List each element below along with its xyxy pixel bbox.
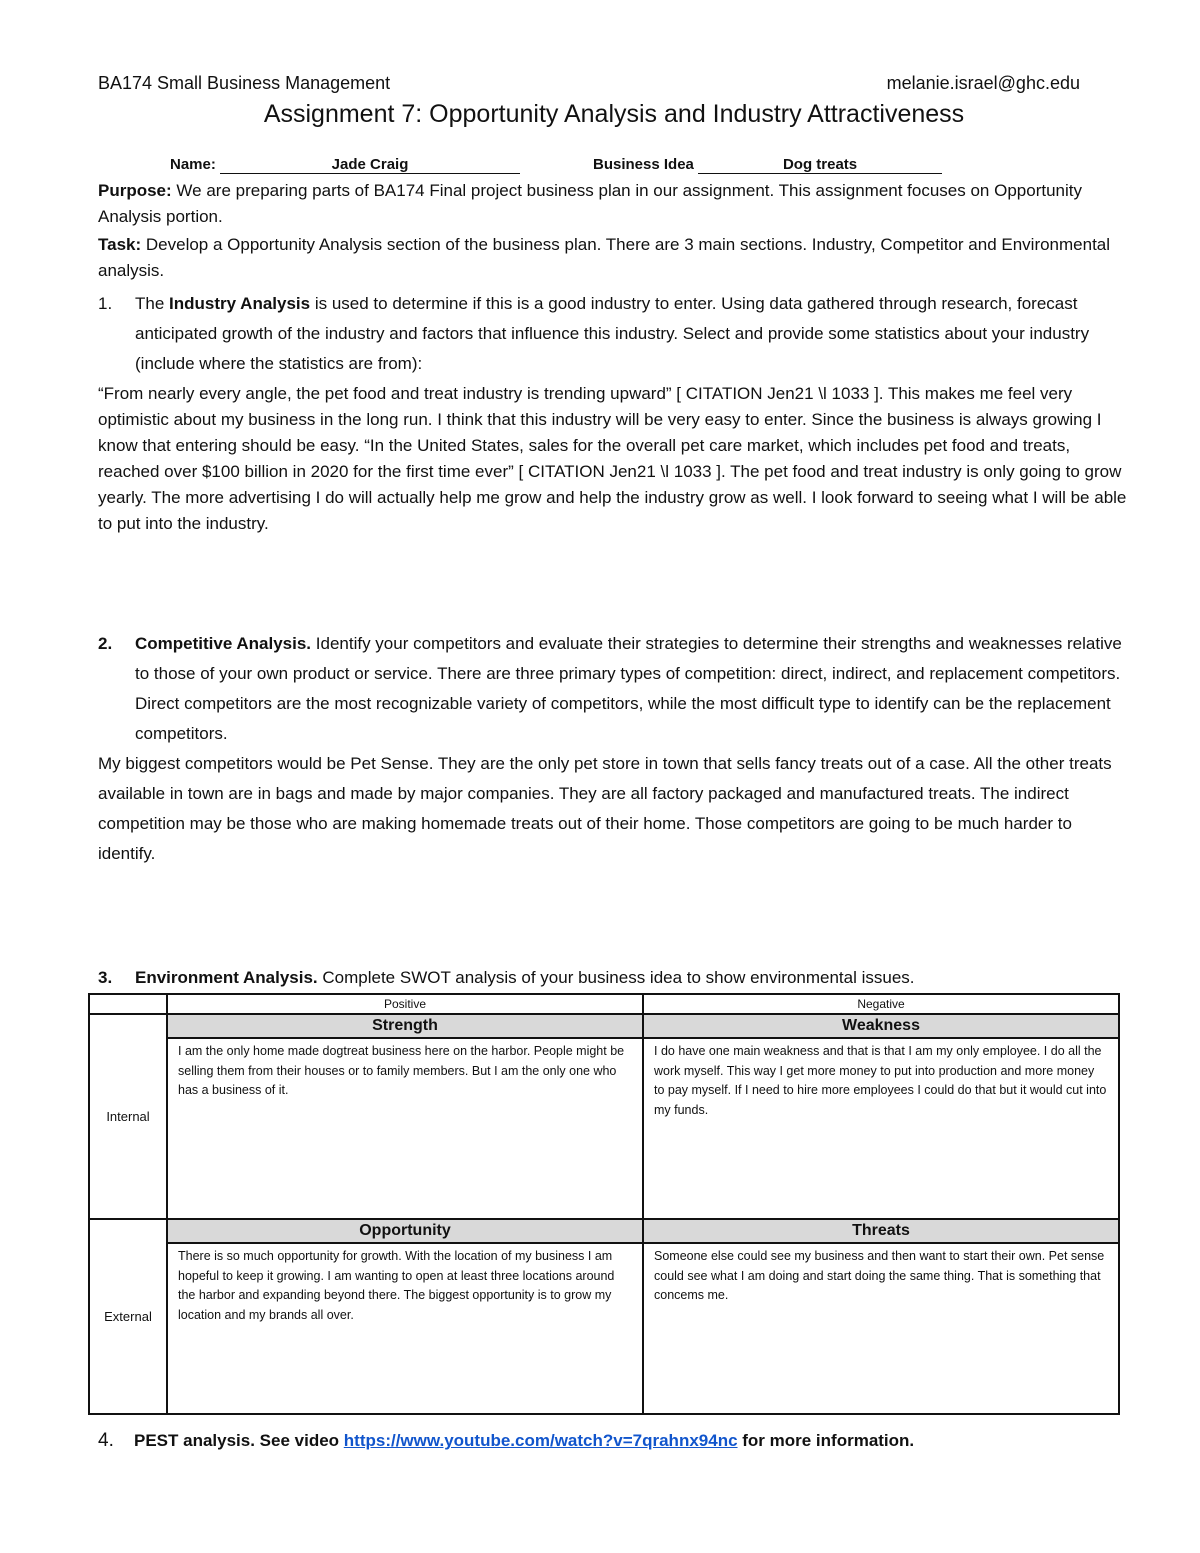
industry-analysis-prompt: [98, 289, 1128, 379]
name-row: [170, 156, 520, 174]
strength-cell: I am the only home made dogtreat business here on the harbor. People might be selling them from their houses or to family members. But I am the only one who has a business of it.: [167, 1038, 643, 1219]
threats-cell: Someone else could see my business and then want to start their own. Pet sense could see what I am doing and start doing the same thing. That is something that concems me.: [643, 1243, 1119, 1414]
threats-heading: Threats: [643, 1219, 1119, 1243]
purpose-text: We are preparing parts of BA174 Final project business plan in our assignment. This assignment focuses on Opportunity Analysis portion.: [98, 181, 1082, 226]
pest-video-link[interactable]: https://www.youtube.com/watch?v=7qrahnx94nc: [343, 1431, 738, 1450]
purpose-label: Purpose:: [98, 181, 172, 200]
weakness-cell: I do have one main weakness and that is that I am my only employee. I do all the work myself. This way I get more money to put into production and more money to pay myself. If I need to hire more employees I could do that but it would cut into my funds.: [643, 1038, 1119, 1219]
strength-heading: Strength: [167, 1014, 643, 1038]
swot-table: [88, 993, 1120, 1415]
task-text: Develop a Opportunity Analysis section of the business plan. There are 3 main sections. Industry, Competitor and Environmental analysis.: [98, 235, 1111, 280]
pest-trailing-text: for more information.: [737, 1431, 915, 1450]
section-number: 3.: [98, 968, 113, 987]
environment-analysis-prompt: [98, 963, 1128, 993]
environment-analysis-section: [98, 963, 1128, 993]
negative-column-header: Negative: [643, 994, 1119, 1014]
opportunity-heading: Opportunity: [167, 1219, 643, 1243]
environment-analysis-text: Complete SWOT analysis of your business idea to show environmental issues.: [317, 968, 915, 987]
industry-analysis-heading: Industry Analysis: [169, 294, 311, 313]
section-number: 1.: [98, 294, 113, 313]
business-idea-label: Business Idea: [593, 156, 694, 173]
positive-column-header: Positive: [167, 994, 643, 1014]
competitive-analysis-heading: Competitive Analysis.: [135, 634, 312, 653]
prompt-lead: The: [135, 294, 170, 313]
business-idea-value: Dog treats: [698, 156, 942, 174]
environment-analysis-heading: Environment Analysis.: [135, 968, 318, 987]
name-label: Name:: [170, 156, 216, 173]
internal-row-label: Internal: [89, 1014, 167, 1219]
competitive-analysis-answer: My biggest competitors would be Pet Sense. They are the only pet store in town that sells fancy treats out of a case. All the other treats available in town are in bags and made by major companies. They are all factory packaged and manufactured treats. The indirect competition may be those who are making homemade treats out of their home. Those competitors are going to be much harder to identify.: [98, 754, 1112, 863]
industry-analysis-answer: “From nearly every angle, the pet food and treat industry is trending upward” [ CITATION Jen21 \l 1033 ]. This makes me feel very optimistic about my business in the long run. I think that this industry will be very easy to enter. Since the business is always growing I know that entering should be easy. “In the United States, sales for the overall pet care market, which includes pet food and treats, reached over $100 billion in 2020 for the first time ever” [ CITATION Jen21 \l 1033 ]. The pet food and treat industry is only going to grow yearly. The more advertising I do will actually help me grow and help the industry grow as well. I look forward to seeing what I will be able to put into the industry.: [98, 384, 1127, 533]
intro-block: [98, 178, 1128, 284]
pest-lead-text: PEST analysis. See video: [134, 1431, 344, 1450]
task-paragraph: [98, 232, 1128, 284]
section-number: 4.: [98, 1430, 114, 1451]
competitive-analysis-text: Identify your competitors and evaluate their strategies to determine their strengths and weaknesses relative to those of your own product or service. There are three primary types of competition: direct, indirect, and replacement competitors. Direct competitors are the most recognizable variety of competitors, while the most difficult type to identify can be the replacement competitors.: [135, 634, 1122, 743]
pest-analysis-line: [98, 1430, 914, 1452]
email-header: melanie.israel@ghc.edu: [886, 73, 1080, 93]
opportunity-cell: There is so much opportunity for growth. With the location of my business I am hopeful to keep it growing. I am wanting to open at least three locations around the harbor and expanding beyond there. The biggest opportunity is to grow my location and my brands all over.: [167, 1243, 643, 1414]
task-label: Task:: [98, 235, 142, 254]
competitive-analysis-prompt: [98, 629, 1128, 749]
page-title: Assignment 7: Opportunity Analysis and Industry Attractiveness: [263, 100, 965, 128]
swot-corner-cell: [89, 994, 167, 1014]
external-row-label: External: [89, 1219, 167, 1414]
section-number: 2.: [98, 634, 113, 653]
competitive-analysis-section: [98, 629, 1128, 869]
course-header: BA174 Small Business Management: [98, 73, 391, 93]
purpose-paragraph: [98, 178, 1128, 230]
industry-analysis-section: [98, 289, 1128, 537]
business-idea-row: [593, 156, 942, 174]
weakness-heading: Weakness: [643, 1014, 1119, 1038]
name-value: Jade Craig: [220, 156, 520, 174]
industry-analysis-text: is used to determine if this is a good industry to enter. Using data gathered through research, forecast anticipated growth of the industry and factors that influence this industry. Select and provide some statistics about your industry (include where the statistics are from):: [135, 294, 1090, 373]
